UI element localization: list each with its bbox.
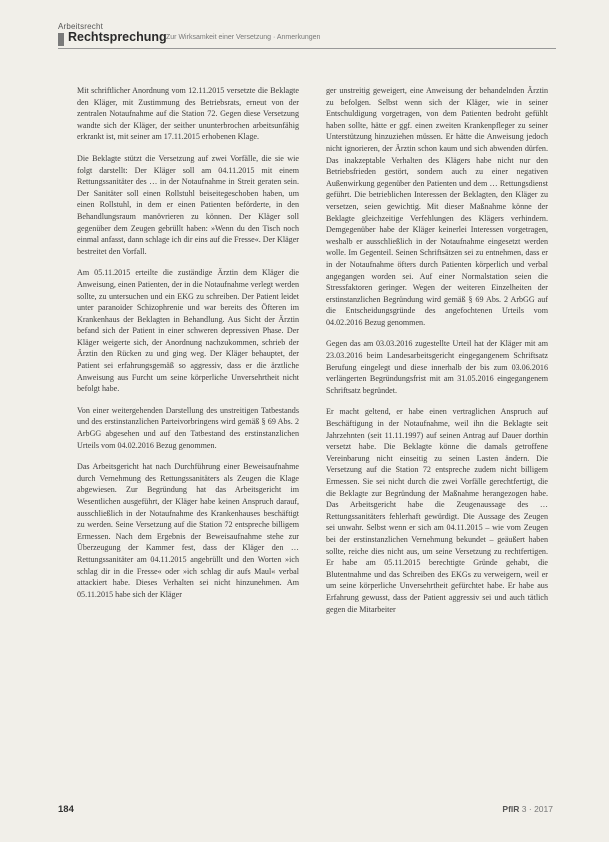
journal-name: PflR [502, 804, 520, 814]
right-column [326, 85, 548, 625]
page-title: Rechtsprechung [68, 30, 167, 44]
paragraph: Mit schriftlicher Anordnung vom 12.11.2015 versetzte die Beklagte den Kläger, mit Zustimmung des Betriebsrats, erneut von der zentralen Notaufnahme auf die Station 72. Gegen diese Versetzung wandte sich der Kläger, der seither ununterbrochen arbeitsunfähig erkrankt ist, mit seiner am 17.11.2015 erhobenen Klage. [77, 86, 299, 142]
issue-number: 3 · 2017 [521, 804, 553, 814]
paragraph: Von einer weitergehenden Darstellung des unstreitigen Tatbestands und des erstinstanzlichen Parteivorbringens wird gemäß § 69 Abs. 2 ArbGG abgesehen und auf den Tatbestand des erstinstanzlichen Urteils vom 04.02.2016 Bezug genommen. [77, 405, 299, 450]
paragraph: Das Arbeitsgericht hat nach Durchführung einer Beweisaufnahme durch Vernehmung des Rettungssanitäters als Zeugen die Klage abgewiesen. Zur Begründung hat das Arbeitsgericht im Wesentlichen ausgeführt, der Kläger habe keinen Anspruch darauf, ausschließlich in der Notaufnahme des Krankenhauses beschäftigt zu werden. Seine Versetzung auf die Station 72 entspreche billigem Ermessen. Nach dem Ergebnis der Beweisaufnahme stehe zur Überzeugung der Kammer fest, dass der Kläger den … Rettungssanitäter am 04.11.2015 angebrüllt und den Worten »ich schlag dir in die Fresse« oder »ich schlag dir aufs Maul« verbal attackiert habe. Dieses Verhalten sei nicht hinzunehmen. Am 05.11.2015 habe sich der Kläger [77, 462, 299, 599]
paragraph: Gegen das am 03.03.2016 zugestellte Urteil hat der Kläger mit am 23.03.2016 beim Landesarbeitsgericht eingegangenem Schriftsatz Berufung eingelegt und diese innerhalb der bis zum 03.06.2016 verlängerten Begründungsfrist mit am 31.05.2016 eingegangenem Schriftsatz begründet. [326, 339, 548, 395]
journal-issue [502, 804, 553, 814]
paragraph: Die Beklagte stützt die Versetzung auf zwei Vorfälle, die sie wie folgt darstellt: Der Kläger soll am 04.11.2015 mit einem Rettungssanitäter des … in der Notaufnahme in Streit geraten sein. Der Sanitäter soll einen Rollstuhl beiseitegeschoben haben, um einen Rollstuhl, in dem er einen Patienten beförderte, in den Behandlungsraum manövrieren zu können. Der Kläger soll gegenüber dem Zeugen gebrüllt haben: »Wenn du den Tisch noch einmal anfasst, dann schlage ich dir eins auf die Fresse«. Der Kläger bestreitet den Vorfall. [77, 153, 299, 256]
paragraph: ger unstreitig geweigert, eine Anweisung der behandelnden Ärztin zu befolgen. Selbst wenn sich der Kläger, wie in seiner Entschuldigung vorgetragen, von dem Patienten bedroht gefühlt haben sollte, hätte er ggf. einen zweiten Krankenpfleger zu seiner Unterstützung hinzuziehen müssen. Er hätte die Anweisung jedoch nicht ignorieren, der Ärztin schon kaum und sich abwenden dürfen. Das inakzeptable Verhalten des Klägers habe nicht nur den Betriebsfrieden gestört, sondern auch zu einer negativen Außenwirkung gegenüber den Patienten und dem … Rettungsdienst geführt. Die betrieblichen Interessen der Beklagten, den Kläger zu versetzen, seien gewichtig. Mit dieser Maßnahme könne der Beklagte gleichzeitige Verfehlungen des Klägers verhindern. Demgegenüber habe der Kläger keinerlei Interessen vorgetragen, weshalb er ausschließlich in der Notaufnahme eingesetzt werden wolle. Im Gegenteil. Seinen Schriftsätzen sei zu entnehmen, dass er in der Notaufnahme öfters durch Patienten körperlich und verbal angegangen worden sei. Auf einer Normalstation seien die Stressfaktoren geringer. Wegen der weiteren Einzelheiten der erstinstanzlichen Begründung wird gemäß § 69 Abs. 2 ArbGG auf die Entscheidungsgründe des angefochtenen Urteils vom 04.02.2016 Bezug genommen. [326, 86, 548, 327]
header-accent-bar [58, 33, 64, 46]
paragraph: Er macht geltend, er habe einen vertraglichen Anspruch auf Beschäftigung in der Notaufnahme, weil ihn die Beklagte seit Jahrzehnten (seit 11.11.1997) auf seinen Antrag auf Dauer dorthin versetzt habe. Die Beklagte könne die damals getroffene Vereinbarung nicht einseitig zu seinen Lasten ändern. Die Versetzung auf die Station 72 entspreche zudem nicht billigem Ermessen. Sie sei nicht durch die zwei Vorfälle gerechtfertigt, die die Beklagte zur Begründung der Maßnahme herangezogen habe. Das Arbeitsgericht habe die Zeugenaussage des … Rettungssanitäters fehlerhaft gewürdigt. Die Aussage des Zeugen sei unwahr. Selbst wenn er sich am 04.11.2015 – wie vom Zeugen bei der erstinstanzlichen Vernehmung bekundet – geäußert haben sollte, reiche dies nicht aus, um seine Versetzung zu rechtfertigen. Er habe am 05.11.2015 berechtigte Gründe gehabt, die Blutentnahme und das Schreiben des EKGs zu verweigern, weil er um seine körperliche Unversehrtheit gefürchtet habe. Er habe aus Erfahrung gewusst, dass der Patient aggressiv sei und auch tätlich gegen die Mitarbeiter [326, 407, 548, 614]
paragraph: Am 05.11.2015 erteilte die zuständige Ärztin dem Kläger die Anweisung, einen Patienten, der in die Notaufnahme verlegt werden sollte, zu untersuchen und ein EKG zu schreiben. Der Patient leidet unter paranoider Schizophrenie und war bereits des Öfteren im Krankenhaus der Beklagten in Behandlung. Aus Sicht der Ärztin befand sich der Patient in einer schweren depressiven Phase. Der Kläger weigerte sich, der Anordnung nachzukommen, schrieb der Ärztin den Rücken zu und ging weg. Der Kläger behauptet, der Patient sei erfahrungsgemäß so aggressiv, dass er die ärztliche Anweisung aus Furcht um seine körperliche Unversehrtheit nicht befolgt habe. [77, 268, 299, 394]
header-rule [58, 48, 556, 49]
section-label: Arbeitsrecht [58, 22, 104, 31]
page-subtitle: Zur Wirksamkeit einer Versetzung · Anmerkungen [166, 34, 321, 41]
page-number: 184 [58, 804, 74, 815]
left-column [77, 85, 299, 610]
